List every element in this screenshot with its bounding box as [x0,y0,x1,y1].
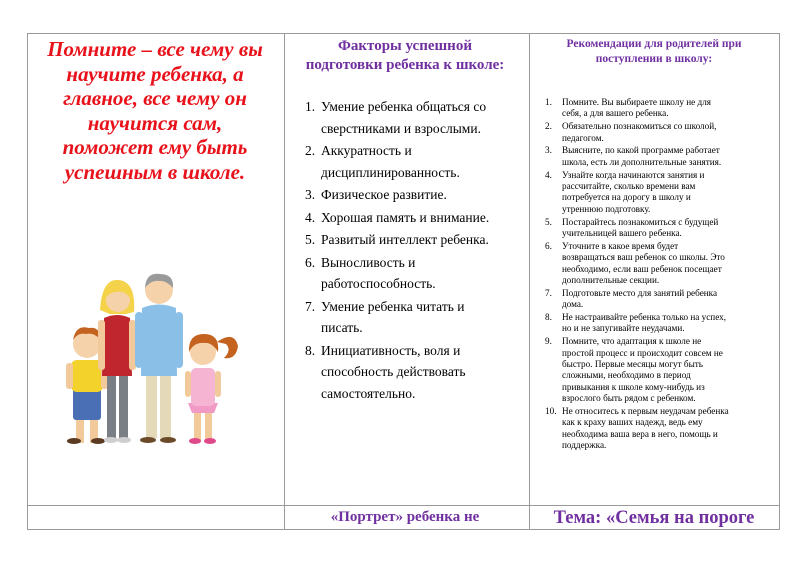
list-item-number: 3. [545,145,552,156]
list-item [545,241,777,287]
factors-list [305,96,527,405]
line: Умение ребенка читать и [321,298,465,314]
line: Физическое развитие. [321,187,447,202]
line: привыкания к школе кому-нибудь из [562,381,705,392]
list-item-number: 9. [545,336,552,347]
line: писать. [321,320,363,335]
list-item [545,97,777,120]
line: утреннюю подготовку. [562,203,651,214]
line: взрослого быть рядом с ребенком. [562,393,696,404]
list-item-number: 7. [545,287,552,298]
list-item-text [562,121,777,144]
list-item [545,145,777,168]
line: Не относитесь к первым неудачам ребенка [562,406,729,417]
line: педагогом. [562,132,604,143]
list-item-number: 5. [305,232,316,247]
bottom-row-divider [27,505,780,506]
line: Не настраивайте ребенка только на успех, [562,312,727,323]
list-item-number: 4. [305,209,316,225]
list-item [305,296,527,339]
line: Умение ребенка общаться со [321,99,487,114]
line: дополнительные секции. [562,275,660,286]
list-item-number: 5. [545,216,552,227]
child-portrait-heading: «Портрет» ребенка не [330,509,480,525]
mother-figure [98,280,136,443]
list-item [545,312,777,335]
list-item-number: 2. [545,121,552,132]
list-item-text [321,340,527,405]
list-item-text [562,312,777,335]
list-item-text [562,170,777,216]
line: простой процесс и происходит совсем не [562,347,723,358]
list-item-number: 8. [545,312,552,323]
list-item [305,229,527,251]
line: Инициативность, воля и [321,342,461,358]
list-item-text [321,296,527,339]
success-factors-panel [285,37,525,401]
column-divider-2 [529,33,530,530]
recommendations-title-line: поступлении в школу: [595,53,713,65]
line: школа, есть ли дополнительные занятия. [562,156,722,167]
list-item [305,252,527,295]
line: Выносливость и [321,254,416,270]
line: Хорошая память и внимание. [321,209,490,225]
recommendations-list [545,97,777,453]
list-item [305,207,527,229]
list-item-text [321,96,527,139]
factors-title-line: подготовки ребенка к школе: [305,56,505,73]
list-item-text [321,140,527,183]
slogan-line: Помните – все чему вы [47,37,263,61]
line: дома. [562,299,584,310]
line: Помните. Вы выбираете школу не для [562,97,712,107]
line: сверстниками и взрослыми. [321,120,481,136]
line: работоспособность. [321,276,436,291]
list-item [545,170,777,216]
slogan-line: главное, все чему он [63,86,247,110]
column-divider-1 [284,33,285,530]
theme-heading: Тема: «Семья на пороге [553,508,755,528]
line: Узнайте когда начинаются занятия и [562,169,705,180]
list-item-number: 7. [305,298,316,314]
list-item-number: 2. [305,143,316,158]
list-item-text [562,241,777,287]
list-item-text [321,252,527,295]
line: Помните, что адаптация к школе не [562,336,702,347]
line: быстро. Первые месяцы могут быть [562,359,703,370]
line: Обязательно познакомиться со школой, [562,121,717,132]
list-item-text [321,207,527,229]
slogan-line: научите ребенка, а [66,61,244,86]
list-item-text [562,336,777,404]
list-item-number: 3. [305,187,316,202]
list-item-text [562,406,777,452]
list-item-number: 6. [305,254,316,270]
list-item-text [321,184,527,206]
list-item-text [562,97,777,120]
line: потребуется на дорогу в школу и [562,192,691,203]
recommendations-title [531,37,777,67]
line: необходима ваша вера в него, помощь и [562,428,718,439]
list-item-text [562,217,777,240]
list-item-number: 4. [545,169,552,180]
girl-figure [185,334,238,444]
line: сложными, необходимо в период [562,370,691,381]
list-item-number: 6. [545,240,552,251]
line: возвращаться ваш ребенок со школы. Это [562,252,725,263]
line: учительницей вашего ребенка. [562,228,682,239]
list-item-text [562,288,777,311]
recommendations-title-line: Рекомендации для родителей при [566,38,742,50]
line: себя, а для вашего ребенка. [562,108,669,119]
line: Аккуратность и [321,143,412,158]
list-item [545,406,777,452]
list-item-number: 1. [305,99,316,114]
line: как к краху ваших надежд, ведь ему [562,417,703,428]
list-item [305,140,527,183]
list-item-number: 8. [305,342,316,358]
list-item [545,217,777,240]
factors-title-line: Факторы успешной [338,38,472,54]
list-item [305,96,527,139]
list-item [305,340,527,405]
list-item-text [321,229,527,251]
line: Уточните в какое время будет [562,240,679,251]
slogan-line: успешным в школе. [64,159,246,184]
father-figure [135,274,183,443]
list-item-text [562,145,777,168]
line: способность действовать [321,364,466,379]
list-item [545,288,777,311]
line: самостоятельно. [321,385,416,401]
list-item-number: 1. [545,97,552,107]
list-item [305,184,527,206]
slogan-line: поможет ему быть [62,135,248,159]
parent-recommendations-panel [531,37,777,451]
line: Подготовьте место для занятий ребенка [562,287,718,298]
line: Постарайтесь познакомиться с будущей [562,216,719,227]
factors-title [285,37,525,74]
list-item-number: 10. [545,406,557,417]
slogan-line: научится сам, [87,110,223,135]
line: Развитый интеллект ребенка. [321,232,489,247]
line: поддержка. [562,440,607,451]
line: дисциплинированность. [321,164,460,180]
list-item [545,336,777,404]
list-item [545,121,777,144]
slogan-text [30,37,280,184]
line: необходимо, если ваш ребенок посещает [562,263,722,274]
family-illustration-icon [64,268,246,448]
slogan-panel [30,37,280,184]
line: но и не запугивайте неудачами. [562,323,685,334]
line: Выясните, по какой программе работает [562,145,720,156]
line: рассчитайте, сколько времени вам [562,181,696,192]
